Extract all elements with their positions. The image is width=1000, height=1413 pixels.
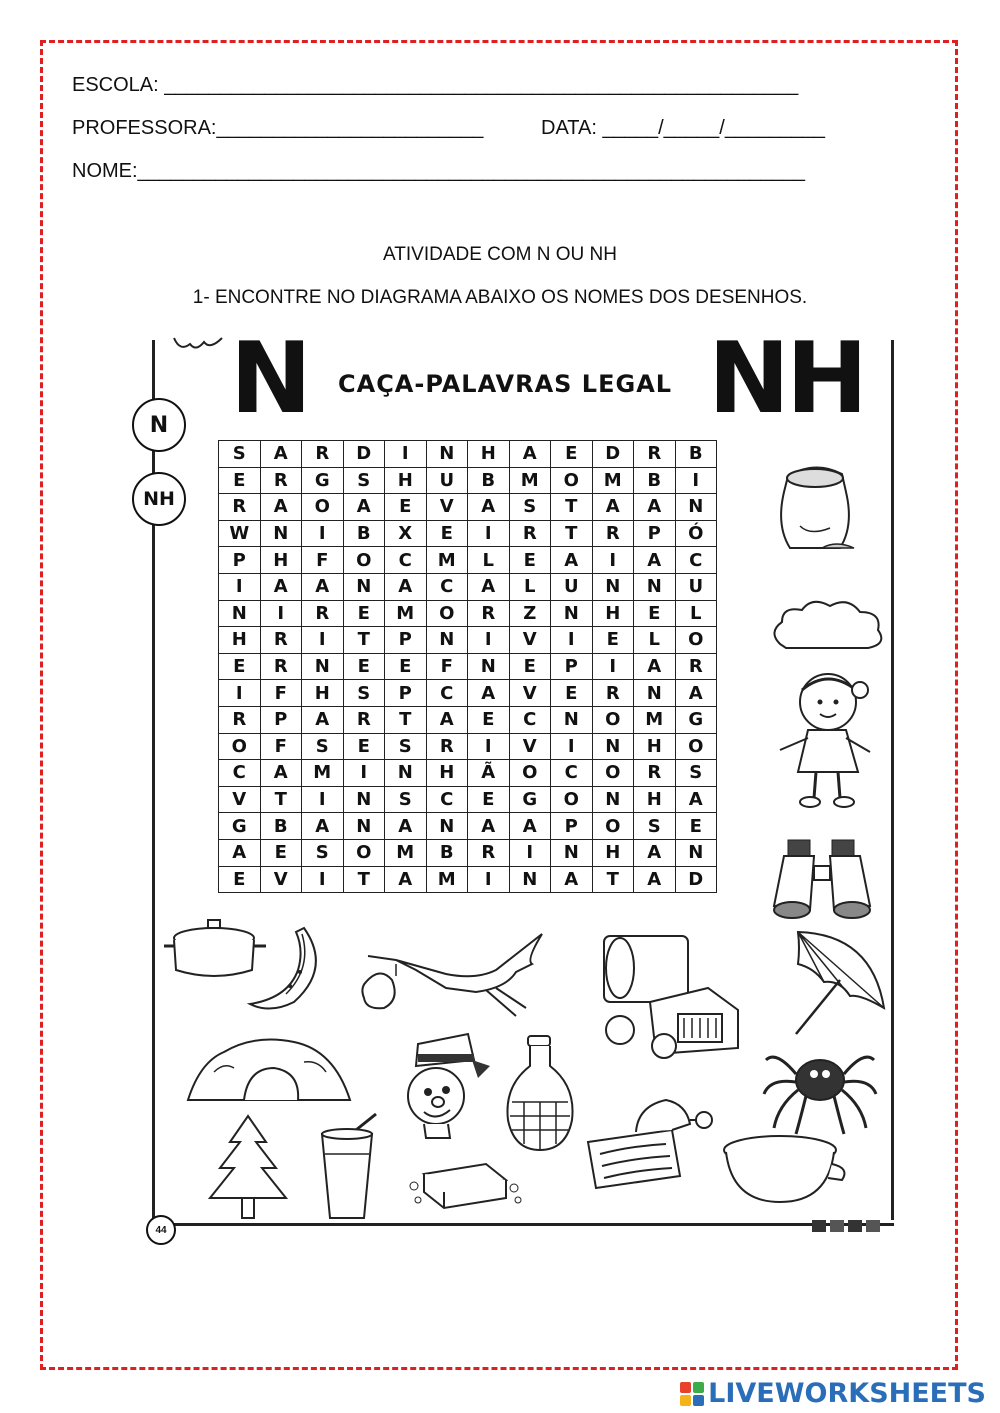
grid-cell[interactable]: E [219,866,261,893]
vase-icon [500,1032,580,1154]
grid-cell[interactable]: R [468,600,510,627]
grid-cell[interactable]: D [343,441,385,468]
grid-cell[interactable]: N [343,813,385,840]
grid-cell[interactable]: A [634,653,676,680]
grid-row [219,866,717,893]
grid-cell[interactable]: N [302,653,344,680]
grid-cell[interactable]: I [219,573,261,600]
grid-cell[interactable]: D [675,866,717,893]
grid-cell[interactable]: I [343,760,385,787]
grid-cell[interactable]: I [551,627,593,654]
grid-cell[interactable]: N [343,786,385,813]
grid-cell[interactable]: V [509,733,551,760]
big-nh-letters: NH [708,322,865,436]
grid-cell[interactable]: N [551,600,593,627]
liveworksheets-logo-icon [680,1382,704,1406]
grid-cell[interactable]: N [468,653,510,680]
grid-cell[interactable]: O [675,733,717,760]
grid-cell[interactable]: O [302,494,344,521]
grid-cell[interactable]: M [426,866,468,893]
grid-cell[interactable]: T [343,866,385,893]
grid-cell[interactable]: E [468,786,510,813]
grid-cell[interactable]: I [468,733,510,760]
grid-cell[interactable]: I [468,866,510,893]
grid-cell[interactable]: R [468,839,510,866]
grid-cell[interactable]: A [468,573,510,600]
leaf-decoration-icon [170,330,230,354]
grid-cell[interactable]: E [343,600,385,627]
grid-cell[interactable]: A [675,680,717,707]
grid-cell[interactable]: V [509,627,551,654]
basin-icon [720,1132,852,1208]
grid-cell[interactable]: I [468,627,510,654]
grid-cell[interactable]: M [385,600,427,627]
grid-row [219,733,717,760]
grid-cell[interactable]: O [551,786,593,813]
grid-cell[interactable]: I [385,441,427,468]
logo-square-green [693,1382,704,1393]
grid-cell[interactable]: O [592,813,634,840]
grid-cell[interactable]: N [634,573,676,600]
grid-cell[interactable]: C [219,760,261,787]
truck-icon [590,928,750,1060]
grid-cell[interactable]: R [426,733,468,760]
grid-cell[interactable]: H [302,680,344,707]
grid-cell[interactable]: R [675,653,717,680]
grid-cell[interactable]: R [634,441,676,468]
grid-cell[interactable]: A [302,573,344,600]
grid-cell[interactable]: E [468,706,510,733]
grid-cell[interactable]: A [219,839,261,866]
grid-cell[interactable]: A [634,839,676,866]
grid-cell[interactable]: H [260,547,302,574]
grid-cell[interactable]: B [468,467,510,494]
grid-cell[interactable]: E [634,600,676,627]
grid-cell[interactable]: R [509,520,551,547]
grid-cell[interactable]: N [219,600,261,627]
grid-cell[interactable]: T [551,520,593,547]
grid-cell[interactable]: R [302,441,344,468]
grid-cell[interactable]: A [468,813,510,840]
grid-cell[interactable]: F [260,680,302,707]
grid-row [219,627,717,654]
grid-row [219,706,717,733]
grid-cell[interactable]: F [260,733,302,760]
grid-cell[interactable]: B [343,520,385,547]
grid-cell[interactable]: P [634,520,676,547]
grid-cell[interactable]: I [592,547,634,574]
grid-cell[interactable]: P [551,813,593,840]
umbrella-icon [784,924,888,1046]
grid-cell[interactable]: T [592,866,634,893]
grid-cell[interactable]: E [426,520,468,547]
grid-cell[interactable]: N [509,866,551,893]
grid-cell[interactable]: I [302,627,344,654]
grid-cell[interactable]: A [302,706,344,733]
word-search-grid [218,440,717,893]
stork-icon [356,926,556,1022]
grid-cell[interactable]: S [385,733,427,760]
grid-cell[interactable]: R [302,600,344,627]
sack-icon [770,456,860,556]
grid-cell[interactable]: M [509,467,551,494]
grid-cell[interactable]: N [551,706,593,733]
grid-row [219,520,717,547]
grid-cell[interactable]: M [302,760,344,787]
grid-cell[interactable]: V [509,680,551,707]
professora-field[interactable]: PROFESSORA:________________________ [72,117,484,139]
grid-cell[interactable]: X [385,520,427,547]
grid-cell[interactable]: T [551,494,593,521]
badge-n: N [132,398,186,452]
spider-icon [760,1030,880,1140]
grid-cell[interactable]: B [426,839,468,866]
grid-cell[interactable]: O [592,760,634,787]
grid-cell[interactable]: F [426,653,468,680]
grid-cell[interactable]: P [219,547,261,574]
boy-icon [388,1026,498,1142]
grid-cell[interactable]: C [426,573,468,600]
girl-icon [774,668,884,810]
sardine-can-icon [580,1096,720,1192]
grid-cell[interactable]: S [509,494,551,521]
grid-cell[interactable]: N [675,839,717,866]
grid-row [219,680,717,707]
worksheet-subtitle: CAÇA-PALAVRAS LEGAL [338,370,673,398]
grid-cell[interactable]: N [343,573,385,600]
instruction-text: 1- ENCONTRE NO DIAGRAMA ABAIXO OS NOMES DOS DESENHOS. [192,287,808,308]
grid-cell[interactable]: C [551,760,593,787]
grid-cell[interactable]: S [343,680,385,707]
grid-cell[interactable]: G [509,786,551,813]
grid-cell[interactable]: V [426,494,468,521]
grid-cell[interactable]: T [260,786,302,813]
grid-cell[interactable]: H [385,467,427,494]
grid-cell[interactable]: B [260,813,302,840]
big-n-letter: N [230,322,311,436]
grid-cell[interactable]: V [219,786,261,813]
grid-cell[interactable]: E [343,653,385,680]
grid-cell[interactable]: P [551,653,593,680]
grid-cell[interactable]: H [592,839,634,866]
grid-cell[interactable]: R [343,706,385,733]
grid-cell[interactable]: N [426,627,468,654]
grid-cell[interactable]: V [260,866,302,893]
grid-cell[interactable]: N [592,733,634,760]
cloud-icon [766,596,888,656]
grid-cell[interactable]: L [509,573,551,600]
pine-tree-icon [200,1112,296,1222]
grid-cell[interactable]: E [219,653,261,680]
grid-cell[interactable]: I [675,467,717,494]
grid-cell[interactable]: R [260,653,302,680]
soap-icon [406,1156,526,1212]
grid-cell[interactable]: O [426,600,468,627]
grid-cell[interactable]: E [592,627,634,654]
grid-cell[interactable]: E [385,494,427,521]
grid-cell[interactable]: E [219,467,261,494]
grid-cell[interactable]: N [634,680,676,707]
grid-cell[interactable]: A [509,441,551,468]
grid-cell[interactable]: T [385,706,427,733]
grid-cell[interactable]: G [302,467,344,494]
grid-cell[interactable]: A [260,494,302,521]
grid-cell[interactable]: I [302,786,344,813]
logo-square-yellow [680,1395,691,1406]
grid-row [219,653,717,680]
grid-cell[interactable]: G [219,813,261,840]
grid-row [219,467,717,494]
liveworksheets-brand[interactable] [680,1378,986,1409]
grid-cell[interactable]: S [385,786,427,813]
grid-row [219,813,717,840]
grid-cell[interactable]: N [551,839,593,866]
grid-cell[interactable]: H [468,441,510,468]
publisher-mark-icon [812,1218,888,1234]
grid-cell[interactable]: M [426,547,468,574]
cave-icon [184,1032,354,1104]
grid-cell[interactable]: O [675,627,717,654]
grid-cell[interactable]: F [302,547,344,574]
grid-cell[interactable]: N [592,573,634,600]
grid-cell[interactable]: A [634,494,676,521]
grid-cell[interactable]: G [675,706,717,733]
grid-cell[interactable]: R [634,760,676,787]
grid-cell[interactable]: Ã [468,760,510,787]
brand-name: LIVEWORKSHEETS [708,1378,986,1409]
grid-cell[interactable]: E [509,653,551,680]
binoculars-icon [770,830,876,926]
grid-cell[interactable]: E [551,441,593,468]
grid-cell[interactable]: A [551,866,593,893]
grid-cell[interactable]: C [509,706,551,733]
grid-cell[interactable]: I [302,520,344,547]
grid-cell[interactable]: R [219,494,261,521]
grid-cell[interactable]: U [551,573,593,600]
grid-row [219,839,717,866]
grid-cell[interactable]: A [468,680,510,707]
grid-cell[interactable]: A [634,866,676,893]
grid-cell[interactable]: I [592,653,634,680]
grid-cell[interactable]: A [385,866,427,893]
data-field[interactable]: DATA: _____/_____/_________ [541,117,825,139]
grid-cell[interactable]: A [385,813,427,840]
grid-cell[interactable]: H [592,600,634,627]
grid-cell[interactable]: R [592,680,634,707]
grid-cell[interactable]: S [302,733,344,760]
grid-cell[interactable]: A [592,494,634,521]
badge-nh: NH [132,472,186,526]
grid-cell[interactable]: A [343,494,385,521]
grid-cell[interactable]: C [426,786,468,813]
grid-cell[interactable]: N [592,786,634,813]
grid-cell[interactable]: S [302,839,344,866]
grid-cell[interactable]: N [426,441,468,468]
grid-cell[interactable]: O [343,547,385,574]
grid-cell[interactable]: P [385,627,427,654]
grid-cell[interactable]: L [634,627,676,654]
grid-cell[interactable]: C [426,680,468,707]
grid-cell[interactable]: A [551,547,593,574]
grid-cell[interactable]: N [426,813,468,840]
grid-cell[interactable]: M [592,467,634,494]
grid-cell[interactable]: H [219,627,261,654]
grid-cell[interactable]: A [634,547,676,574]
grid-cell[interactable]: D [592,441,634,468]
grid-cell[interactable]: S [343,467,385,494]
grid-cell[interactable]: I [302,866,344,893]
glass-icon [316,1110,380,1224]
grid-cell[interactable]: O [343,839,385,866]
grid-cell[interactable]: H [634,733,676,760]
grid-row [219,547,717,574]
grid-cell[interactable]: O [551,467,593,494]
grid-cell[interactable]: E [509,547,551,574]
grid-cell[interactable]: I [260,600,302,627]
grid-cell[interactable]: R [260,467,302,494]
grid-cell[interactable]: I [468,520,510,547]
logo-square-blue [693,1395,704,1406]
grid-cell[interactable]: A [260,573,302,600]
grid-cell[interactable]: C [675,547,717,574]
escola-field[interactable]: ESCOLA: _________________________________________________________ [72,74,799,96]
grid-cell[interactable]: I [509,839,551,866]
grid-cell[interactable]: A [302,813,344,840]
nome-field[interactable]: NOME:____________________________________________________________ [72,160,805,182]
grid-cell[interactable]: A [426,706,468,733]
grid-cell[interactable]: P [385,680,427,707]
grid-row [219,494,717,521]
grid-cell[interactable]: L [468,547,510,574]
grid-cell[interactable]: N [675,494,717,521]
grid-cell[interactable]: B [634,467,676,494]
grid-cell[interactable]: A [509,813,551,840]
grid-cell[interactable]: O [592,706,634,733]
grid-cell[interactable]: M [634,706,676,733]
grid-cell[interactable]: L [675,600,717,627]
grid-cell[interactable]: I [219,680,261,707]
grid-cell[interactable]: C [385,547,427,574]
grid-cell[interactable]: E [551,680,593,707]
grid-cell[interactable]: A [260,760,302,787]
grid-cell[interactable]: S [219,441,261,468]
grid-cell[interactable]: H [634,786,676,813]
logo-square-red [680,1382,691,1393]
grid-cell[interactable]: T [343,627,385,654]
grid-cell[interactable]: S [675,760,717,787]
grid-cell[interactable]: A [675,786,717,813]
page-number: 44 [146,1215,176,1245]
grid-cell[interactable]: A [260,441,302,468]
grid-row [219,786,717,813]
grid-cell[interactable]: E [343,733,385,760]
grid-cell[interactable]: R [219,706,261,733]
grid-cell[interactable]: B [675,441,717,468]
grid-cell[interactable]: O [219,733,261,760]
banana-icon [242,922,332,1012]
activity-title: ATIVIDADE COM N OU NH [383,244,617,265]
grid-row [219,600,717,627]
grid-cell[interactable]: R [592,520,634,547]
grid-row [219,573,717,600]
grid-cell[interactable]: S [634,813,676,840]
grid-cell[interactable]: E [260,839,302,866]
grid-cell[interactable]: O [509,760,551,787]
grid-cell[interactable]: P [260,706,302,733]
grid-cell[interactable]: Z [509,600,551,627]
grid-cell[interactable]: U [675,573,717,600]
grid-cell[interactable]: N [260,520,302,547]
grid-cell[interactable]: W [219,520,261,547]
grid-cell[interactable]: A [385,573,427,600]
grid-cell[interactable]: A [468,494,510,521]
grid-row [219,441,717,468]
grid-cell[interactable]: U [426,467,468,494]
grid-cell[interactable]: Ó [675,520,717,547]
grid-cell[interactable]: R [260,627,302,654]
grid-cell[interactable]: I [551,733,593,760]
grid-cell[interactable]: N [385,760,427,787]
grid-cell[interactable]: E [385,653,427,680]
grid-cell[interactable]: H [426,760,468,787]
grid-cell[interactable]: E [675,813,717,840]
grid-row [219,760,717,787]
grid-cell[interactable]: M [385,839,427,866]
